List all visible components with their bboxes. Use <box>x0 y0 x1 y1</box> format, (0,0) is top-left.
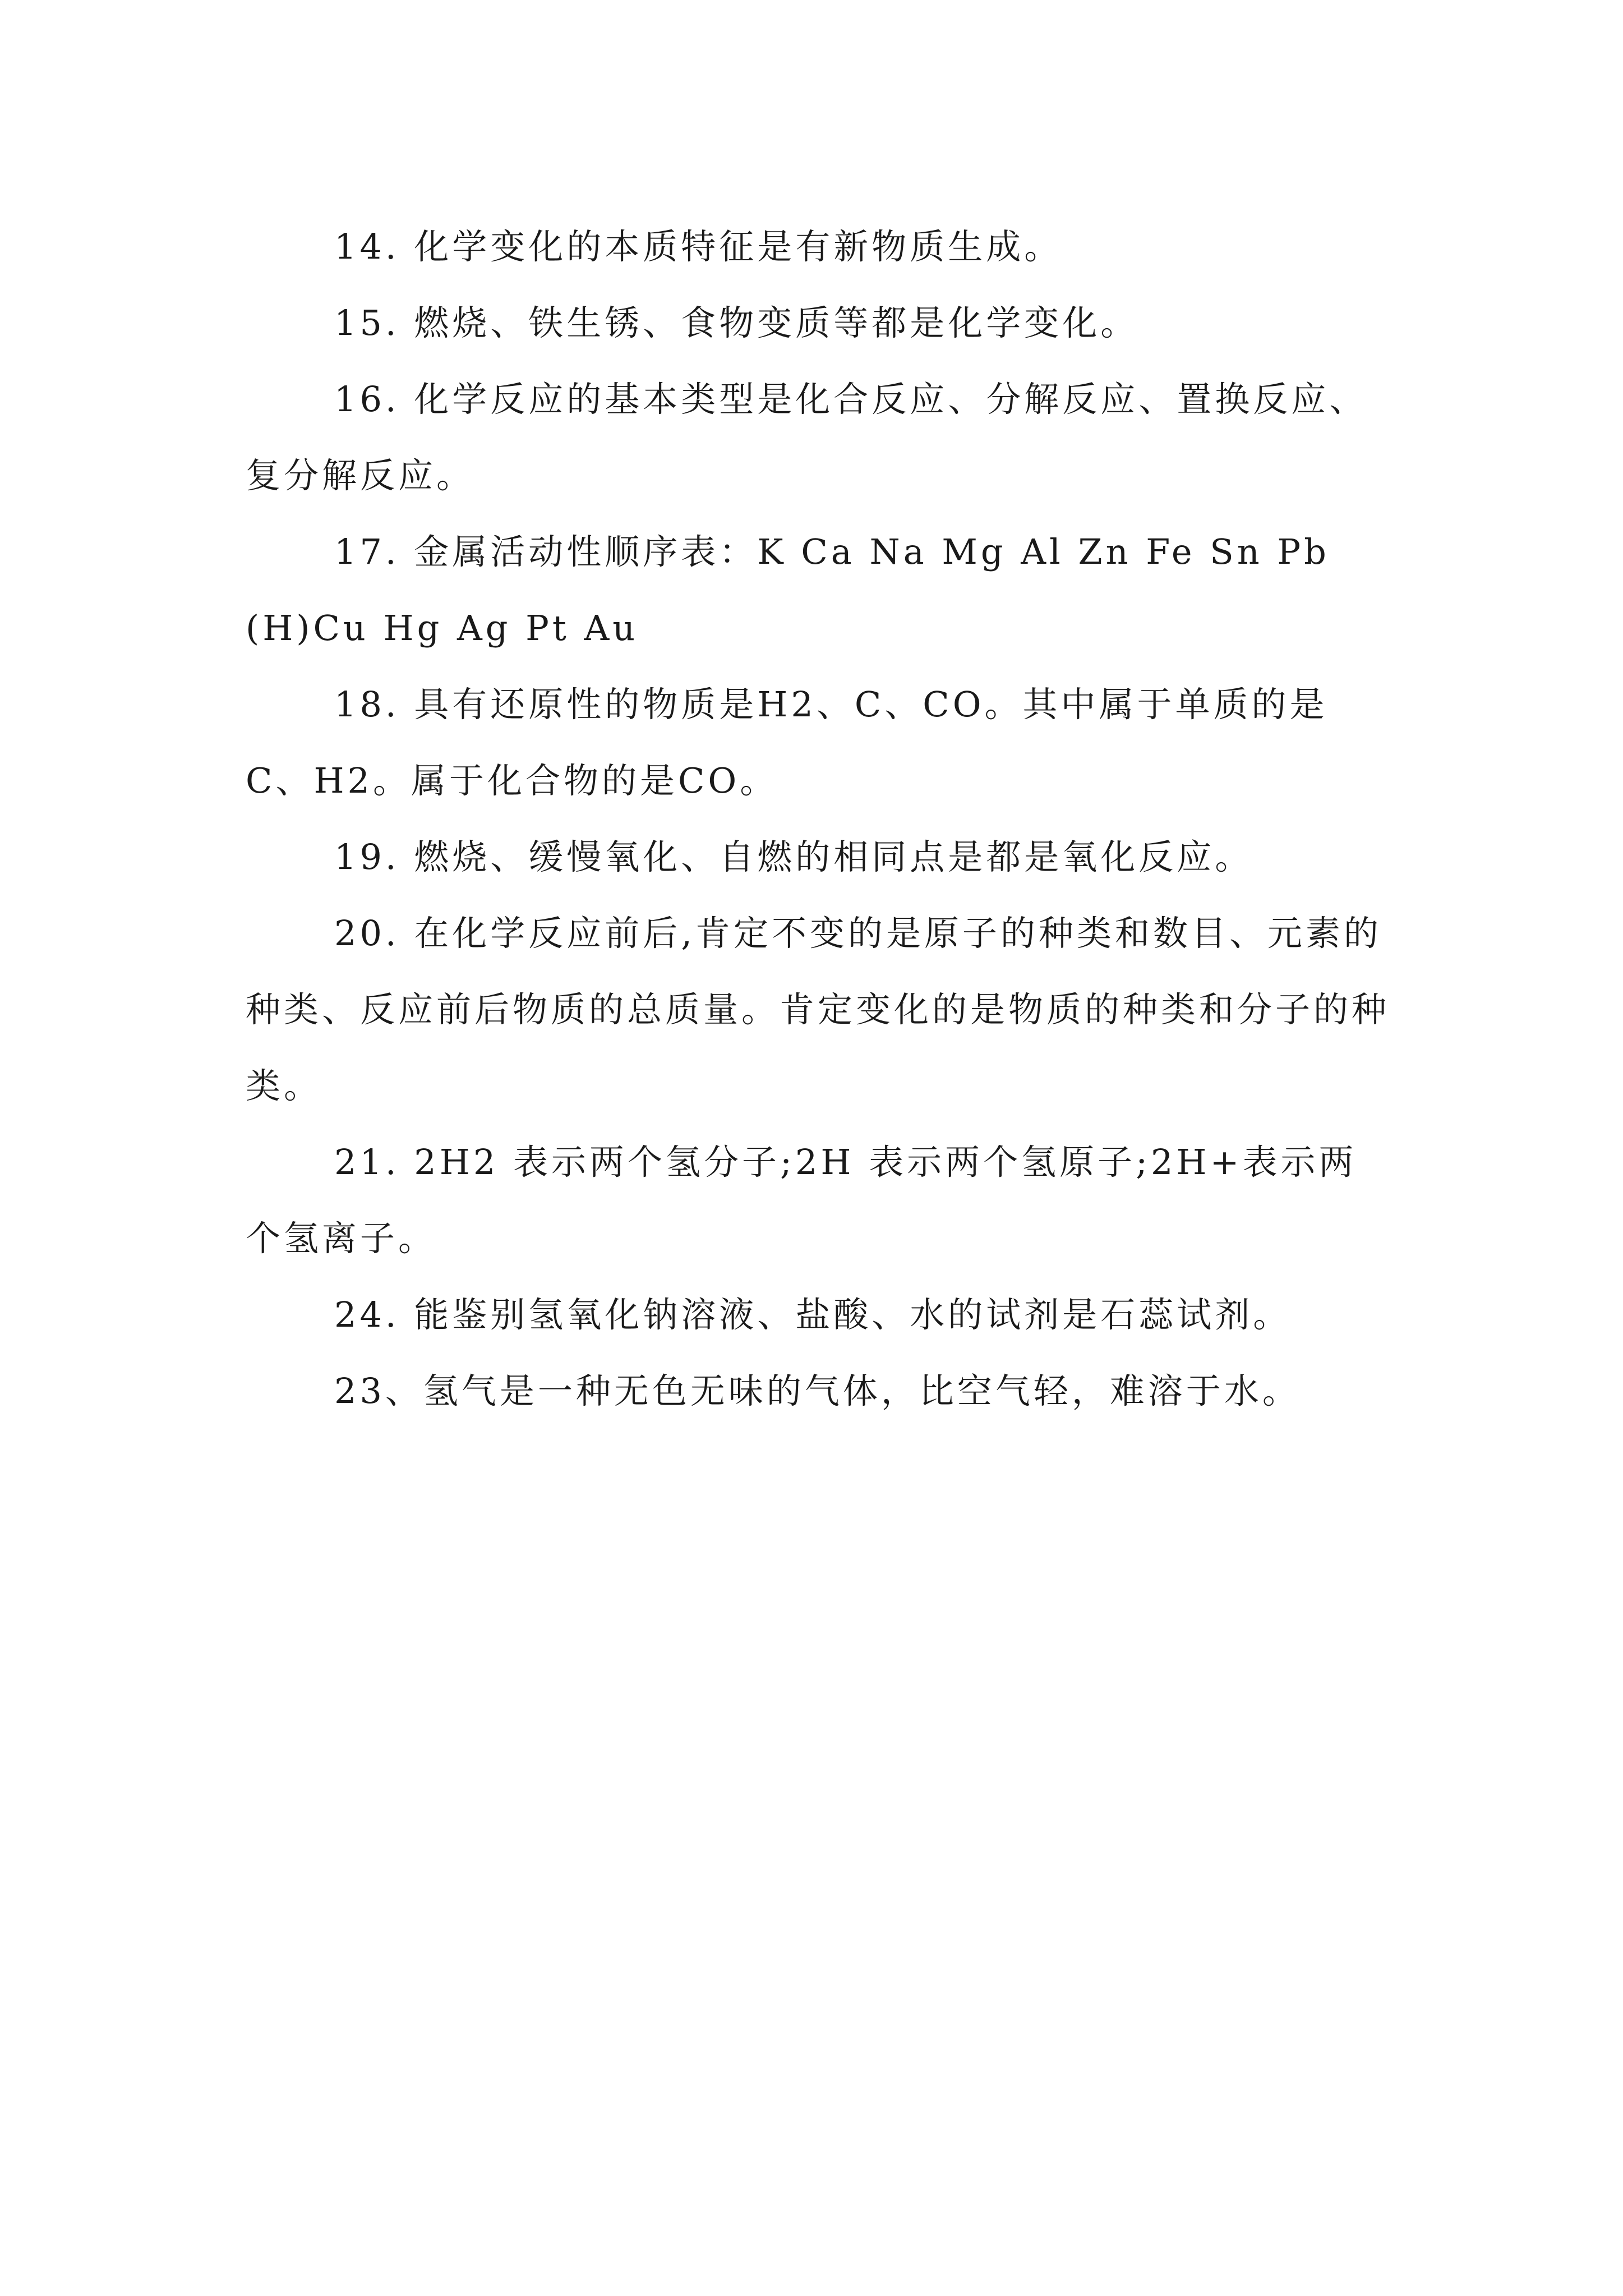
item-16: 16. 化学反应的基本类型是化合反应、分解反应、置换反应、复分解反应。 <box>246 379 1368 496</box>
item-20: 20. 在化学反应前后,肯定不变的是原子的种类和数目、元素的种类、反应前后物质的总质量。肯定变化的是物质的种类和分子的种类。 <box>246 913 1390 1106</box>
item-24: 24. 能鉴别氢氧化钠溶液、盐酸、水的试剂是石蕊试剂。 <box>334 1294 1292 1335</box>
item-23: 23、氢气是一种无色无味的气体，比空气轻，难溶于水。 <box>334 1370 1301 1411</box>
document-body <box>246 209 1390 1429</box>
item-21: 21. 2H2 表示两个氢分子;2H 表示两个氢原子;2H+表示两个氢离子。 <box>246 1142 1357 1259</box>
item-15: 15. 燃烧、铁生锈、食物变质等都是化学变化。 <box>334 302 1139 343</box>
item-18: 18. 具有还原性的物质是H2、C、CO。其中属于单质的是C、H2。属于化合物的是CO。 <box>246 684 1328 801</box>
item-19: 19. 燃烧、缓慢氧化、自燃的相同点是都是氧化反应。 <box>334 836 1253 877</box>
item-14: 14. 化学变化的本质特征是有新物质生成。 <box>334 226 1063 267</box>
item-17: 17. 金属活动性顺序表：K Ca Na Mg Al Zn Fe Sn Pb (H)Cu Hg Ag Pt Au <box>246 531 1330 648</box>
